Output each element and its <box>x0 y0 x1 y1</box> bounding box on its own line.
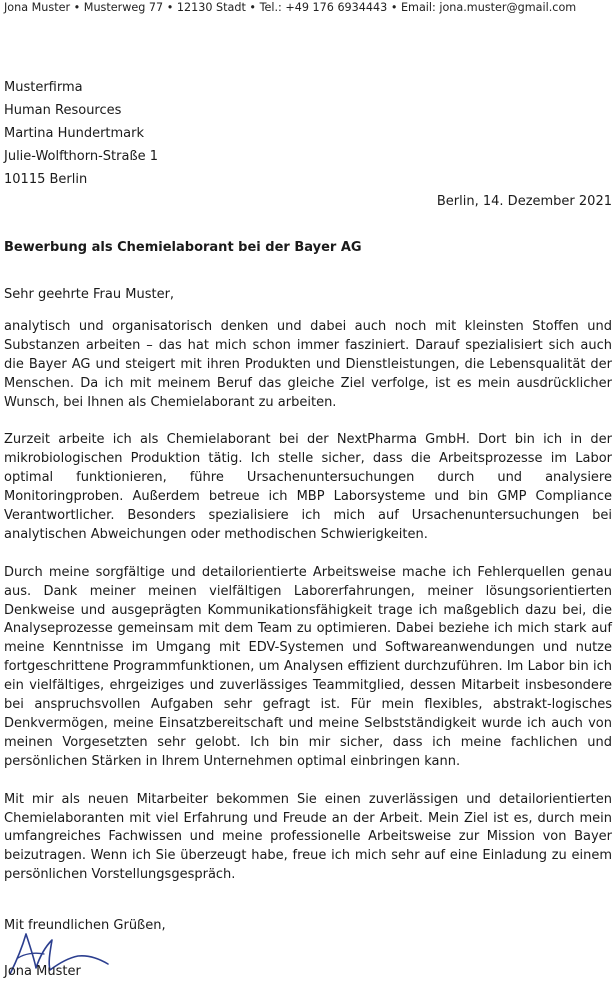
body-paragraph: Mit mir als neuen Mitarbeiter bekommen Sie einen zuverlässigen und detailorientierten Chemielaboranten mit viel Erfahrung und Freude an der Arbeit. Mein Ziel ist es, durch mein umfangreiches Fachwissen und meine professionelle Arbeitsweise zur Mission von Bayer beizutragen. Wenn ich Sie überzeugt habe, freue ich mich sehr auf eine Einladung zu einem persönlichen Vorstellungsgespräch. <box>4 791 612 883</box>
salutation: Sehr geehrte Frau Muster, <box>4 287 175 302</box>
body-paragraph: analytisch und organisatorisch denken und dabei auch noch mit kleinsten Stoffen und Substanzen arbeiten – das hat mich schon immer fasziniert. Darauf spezialisiert sich auch die Bayer AG und steigert mit ihren Produkten und Dienstleistungen, die Lebensqualität der Menschen. Da ich mit meinem Beruf das gleiche Ziel verfolge, ist es mein ausdrücklicher Wunsch, bei Ihnen als Chemielaborant zu arbeiten. <box>4 319 612 410</box>
letter-body <box>4 318 612 904</box>
signer-name: Jona Muster <box>4 964 81 979</box>
recipient-street: Julie-Wolfthorn-Straße 1 <box>4 149 159 164</box>
recipient-company: Musterfirma <box>4 80 83 95</box>
sender-address-line: Jona Muster • Musterweg 77 • 12130 Stadt • Tel.: +49 176 6934443 • Email: jona.muster@gmail.com <box>4 1 577 14</box>
body-paragraph: Zurzeit arbeite ich als Chemielaborant bei der NextPharma GmbH. Dort bin ich in der mikrobiologischen Produktion tätig. Ich stelle sicher, dass die Arbeitsprozesse im Labor optimal funktionieren, führe Ursachenuntersuchungen durch und analysiere Monitoringproben. Außerdem betreue ich MBP Laborsysteme und bin GMP Compliance Verantwortlicher. Besonders spezialisiere ich mich auf Ursachenuntersuchungen bei analytischen Abweichungen oder methodischen Schwierigkeiten. <box>4 432 612 542</box>
recipient-contact: Martina Hundertmark <box>4 126 145 141</box>
body-paragraph: Durch meine sorgfältige und detailorientierte Arbeitsweise mache ich Fehlerquellen genau aus. Dank meiner meinen vielfältigen Laborerfahrungen, meiner lösungsorientierten Denkweise und ausgeprägten Kommunikationsfähigkeit trage ich maßgeblich dazu bei, die Analyseprozesse gemeinsam mit dem Team zu optimieren. Dabei beziehe ich mich stark auf meine Kenntnisse im Umgang mit EDV-Systemen und Softwareanwendungen und nutze fortgeschrittene Programmfunktionen, um Analysen effizient durchzuführen. Im Labor bin ich ein vielfältiges, ehrgeiziges und zuverlässiges Teammitglied, dessen Mitarbeit insbesondere bei anspruchsvollen Aufgaben sehr gefragt ist. Für mein flexibles, abstrakt-logisches Denkvermögen, meine Einsatzbereitschaft und meine Selbstständigkeit wurde ich auch von meinen Vorgesetzten sehr gelobt. Ich bin mir sicher, dass ich meine fachlichen und persönlichen Stärken in Ihrem Unternehmen optimal einbringen kann. <box>4 564 612 769</box>
recipient-address <box>4 76 158 191</box>
closing-phrase: Mit freundlichen Grüßen, <box>4 918 166 933</box>
letter-subject: Bewerbung als Chemielaborant bei der Bayer AG <box>4 240 362 255</box>
letter-date: Berlin, 14. Dezember 2021 <box>436 194 612 209</box>
recipient-city: 10115 Berlin <box>4 172 88 187</box>
recipient-department: Human Resources <box>4 103 122 118</box>
